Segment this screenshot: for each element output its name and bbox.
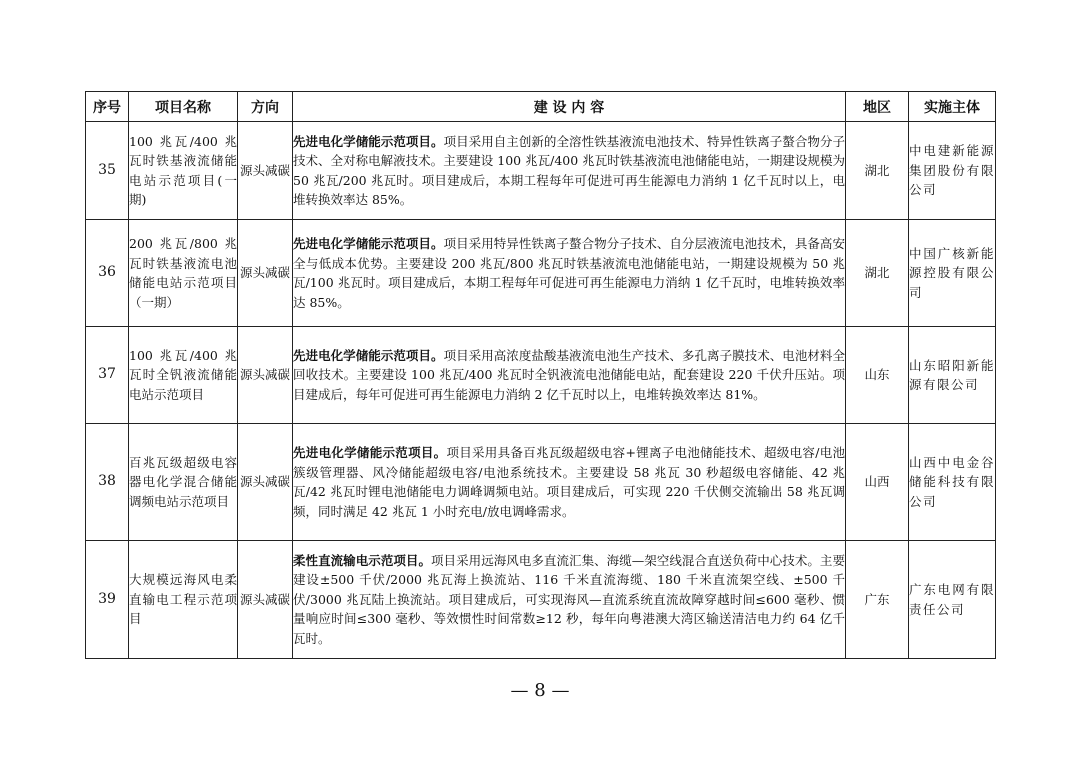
row-number: 38 [86, 424, 129, 541]
header-org: 实施主体 [909, 92, 996, 122]
content [293, 220, 846, 327]
organization: 中国广核新能源控股有限公司 [909, 220, 996, 327]
region: 山东 [846, 327, 909, 424]
project-name: 大规模远海风电柔直输电工程示范项目 [129, 541, 238, 659]
table-row [86, 327, 996, 424]
header-no: 序号 [86, 92, 129, 122]
direction: 源头减碳 [238, 424, 293, 541]
content [293, 541, 846, 659]
content [293, 424, 846, 541]
content [293, 122, 846, 220]
direction: 源头减碳 [238, 220, 293, 327]
header-content: 建 设 内 容 [293, 92, 846, 122]
row-number: 36 [86, 220, 129, 327]
content-title: 先进电化学储能示范项目。 [293, 133, 444, 149]
content-body: 项目采用特异性铁离子螯合物分子技术、自分层液流电池技术，具备高安全与低成本优势。主要建设 200 兆瓦/800 兆瓦时铁基液流电池储能电站，一期建设规模为 50 兆瓦/100 兆瓦时。项目建成后，本期工程每年可促进可再生能源电力消纳 1 亿千瓦时，电堆转换效率达 85%。 [293, 236, 845, 310]
row-number: 39 [86, 541, 129, 659]
header-region: 地区 [846, 92, 909, 122]
content-body: 项目采用远海风电多直流汇集、海缆—架空线混合直送负荷中心技术。主要建设±500 千伏/2000 兆瓦海上换流站、116 千米直流海缆、180 千米直流架空线、±500 千伏/3000 兆瓦陆上换流站。项目建成后，可实现海风—直流系统直流故障穿越时间≤600 毫秒、惯量响应时间≤300 毫秒、等效惯性时间常数≥12 秒，每年向粤港澳大湾区输送清洁电力约 64 亿千瓦时。 [293, 552, 845, 646]
header-row [86, 92, 996, 122]
table-row [86, 424, 996, 541]
project-name: 200 兆瓦/800 兆瓦时铁基液流电池储能电站示范项目（一期） [129, 220, 238, 327]
region: 湖北 [846, 220, 909, 327]
content-body: 项目采用具备百兆瓦级超级电容+锂离子电池储能技术、超级电容/电池簇级管理器、风冷储能超级电容/电池系统技术。主要建设 58 兆瓦 30 秒超级电容储能、42 兆瓦/42 兆瓦时锂电池储能电力调峰调频电站。项目建成后，可实现 220 千伏侧交流输出 58 兆瓦调频，同时满足 42 兆瓦 1 小时充电/放电调峰需求。 [293, 445, 845, 519]
region: 山西 [846, 424, 909, 541]
content-title: 先进电化学储能示范项目。 [293, 445, 447, 460]
content-title: 先进电化学储能示范项目。 [293, 236, 444, 251]
region: 湖北 [846, 122, 909, 220]
project-table [85, 91, 996, 659]
table-row [86, 541, 996, 659]
row-number: 37 [86, 327, 129, 424]
content [293, 327, 846, 424]
content-body: 项目采用高浓度盐酸基液流电池生产技术、多孔离子膜技术、电池材料全回收技术。主要建设 100 兆瓦/400 兆瓦时全钒液流电池储能电站，配套建设 220 千伏升压站。项目建成后，每年可促进可再生能源电力消纳 2 亿千瓦时以上，电堆转换效率达 81%。 [293, 347, 845, 402]
header-name: 项目名称 [129, 92, 238, 122]
project-name: 100 兆瓦/400 兆瓦时铁基液流储能电站示范项目(一期) [129, 122, 238, 220]
project-name: 100 兆瓦/400 兆瓦时全钒液流储能电站示范项目 [129, 327, 238, 424]
table-row [86, 220, 996, 327]
content-body: 项目采用自主创新的全溶性铁基液流电池技术、特异性铁离子螯合物分子技术、全对称电解液技术。主要建设 100 兆瓦/400 兆瓦时铁基液流电池储能电站，一期建设规模为 50 兆瓦/200 兆瓦时。项目建成后，本期工程每年可促进可再生能源电力消纳 1 亿千瓦时以上，电堆转换效率达 85%。 [293, 133, 845, 207]
content-title: 先进电化学储能示范项目。 [293, 347, 444, 363]
page-number: — 8 — [510, 680, 570, 701]
header-direction: 方向 [238, 92, 293, 122]
region: 广东 [846, 541, 909, 659]
table-row [86, 122, 996, 220]
direction: 源头减碳 [238, 122, 293, 220]
content-title: 柔性直流输电示范项目。 [293, 552, 432, 568]
organization: 中电建新能源集团股份有限公司 [909, 122, 996, 220]
direction: 源头减碳 [238, 541, 293, 659]
organization: 广东电网有限责任公司 [909, 541, 996, 659]
organization: 山东昭阳新能源有限公司 [909, 327, 996, 424]
organization: 山西中电金谷储能科技有限公司 [909, 424, 996, 541]
direction: 源头减碳 [238, 327, 293, 424]
row-number: 35 [86, 122, 129, 220]
project-name: 百兆瓦级超级电容器电化学混合储能调频电站示范项目 [129, 424, 238, 541]
